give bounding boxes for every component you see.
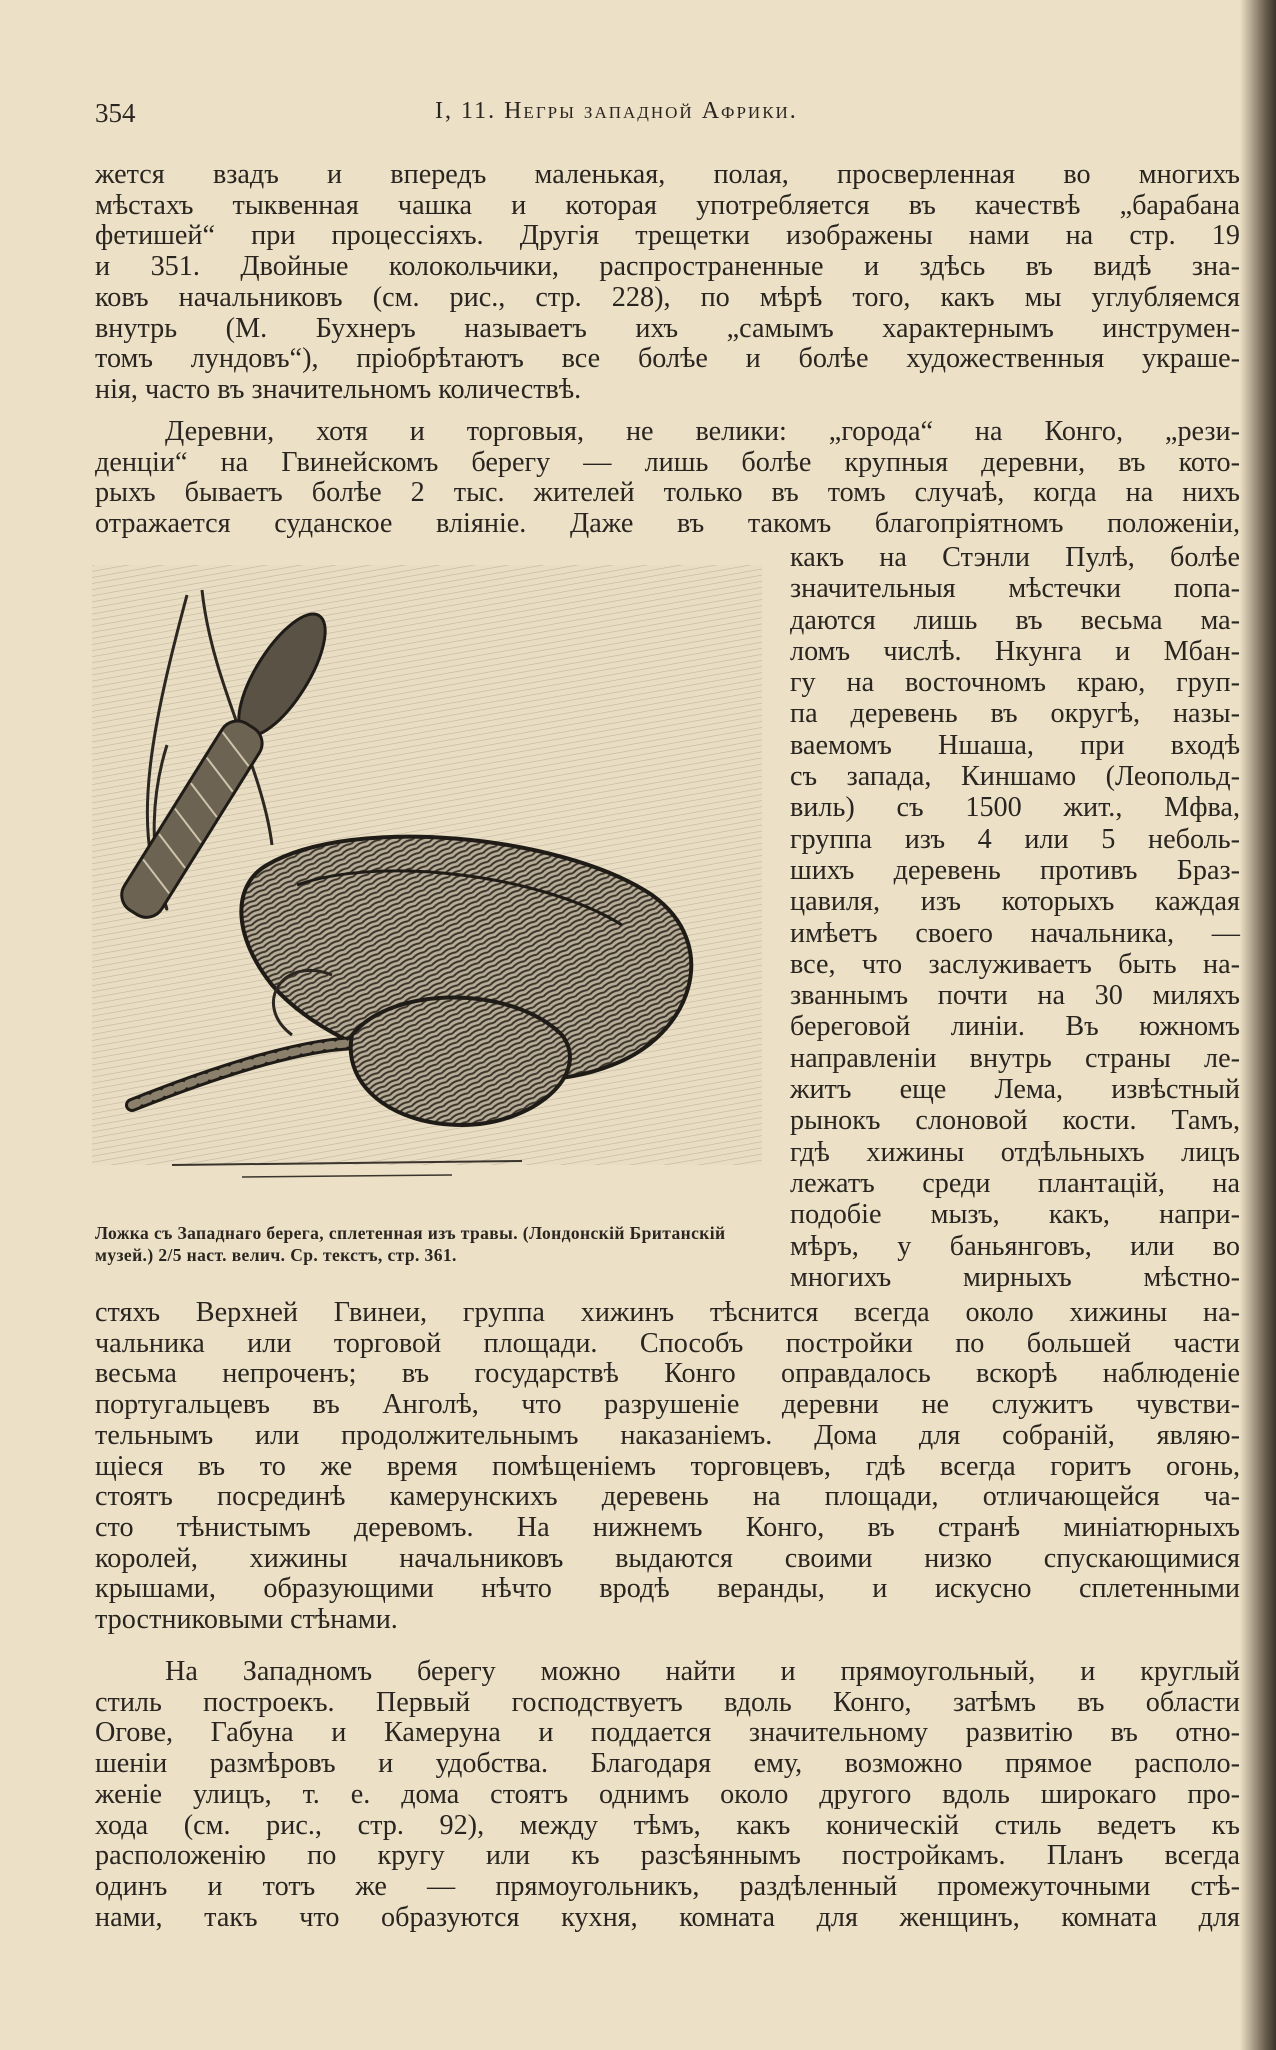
text-line: даются лишь въ весьма ма-: [790, 604, 1240, 636]
woven-spoon-illustration: [92, 565, 762, 1205]
text-line: все, что заслуживаетъ быть на-: [790, 948, 1240, 980]
text-line: званнымъ почти на 30 миляхъ: [790, 980, 1240, 1012]
text-line: рыхъ бываетъ болѣе 2 тыс. жителей только въ томъ случаѣ, когда на нихъ: [95, 477, 1240, 509]
text-line: сто тѣнистымъ деревомъ. На нижнемъ Конго, въ странѣ миніатюрныхъ: [95, 1511, 1240, 1543]
figure-woven-spoon: [92, 565, 762, 1205]
right-column-text: [790, 542, 1240, 1293]
text-line: шеніи размѣровъ и удобства. Благодаря ему, возможно прямое располо-: [95, 1748, 1240, 1780]
text-line: гдѣ хижины отдѣльныхъ лицъ: [790, 1136, 1240, 1168]
text-line: направленіи внутрь страны ле-: [790, 1042, 1240, 1074]
paragraph-villages: [95, 417, 1240, 540]
text-line: тельнымъ или продолжительнымъ наказаніемъ. Дома для собраній, являю-: [95, 1419, 1240, 1451]
text-line: ваемомъ Ншаша, при входѣ: [790, 729, 1240, 761]
text-line: стяхъ Верхней Гвинеи, группа хижинъ тѣснится всегда около хижины на-: [95, 1297, 1240, 1328]
text-line: весьма непроченъ; въ государствѣ Конго оправдалось вскорѣ наблюденіе: [95, 1358, 1240, 1390]
text-line: Деревни, хотя и торговыя, не велики: „города“ на Конго, „рези-: [165, 416, 1240, 447]
text-line: ломъ числѣ. Нкунга и Мбан-: [790, 635, 1240, 667]
text-line: расположенію по кругу или къ разсѣяннымъ постройкамъ. Планъ всегда: [95, 1840, 1240, 1872]
text-line: группа изъ 4 или 5 неболь-: [790, 823, 1240, 855]
text-line: денціи“ на Гвинейскомъ берегу — лишь болѣе крупныя деревни, въ кото-: [95, 446, 1240, 478]
text-line: и 351. Двойные колокольчики, распространенные и здѣсь въ видѣ зна-: [95, 251, 1240, 283]
text-line: береговой линіи. Въ южномъ: [790, 1011, 1240, 1043]
text-line: виль) съ 1500 жит., Мфва,: [790, 792, 1240, 824]
text-line: ковъ начальниковъ (см. рис., стр. 228), по мѣрѣ того, какъ мы углубляемся: [95, 281, 1240, 313]
text-line: имѣетъ своего начальника, —: [790, 917, 1240, 949]
text-line: па деревень въ округѣ, назы-: [790, 698, 1240, 730]
text-line: щіеся въ то же время помѣщеніемъ торговцевъ, гдѣ всегда горитъ огонь,: [95, 1450, 1240, 1482]
text-line: одинъ и тотъ же — прямоугольникъ, раздѣленный промежуточными стѣ-: [95, 1870, 1240, 1902]
text-line: гу на восточномъ краю, груп-: [790, 667, 1240, 699]
text-line: Огове, Габуна и Камеруна и поддается значительному развитію въ отно-: [95, 1717, 1240, 1749]
text-line: какъ на Стэнли Пулѣ, болѣе: [790, 542, 1240, 573]
text-line: жется взадъ и впередъ маленькая, полая, просверленная во многихъ: [95, 159, 1240, 190]
text-line: королей, хижины начальниковъ выдаются своими низко спускающимися: [95, 1542, 1240, 1574]
page-edge-shadow: [1240, 0, 1276, 2050]
text-line: лежатъ среди плантацій, на: [790, 1167, 1240, 1199]
text-line: нія, часто въ значительномъ количествѣ.: [95, 373, 582, 405]
text-line: томъ лундовъ“), пріобрѣтаютъ все болѣе и болѣе художественныя украше-: [95, 343, 1240, 375]
text-line: португальцевъ въ Анголѣ, что разрушеніе деревни не служитъ чувстви-: [95, 1389, 1240, 1421]
text-line: значительныя мѣстечки попа-: [790, 573, 1240, 605]
text-line: рынокъ слоновой кости. Тамъ,: [790, 1105, 1240, 1137]
page-number: 354: [95, 98, 136, 128]
text-line: шихъ деревень противъ Браз-: [790, 854, 1240, 886]
text-line: мѣстахъ тыквенная чашка и которая употребляется въ качествѣ „барабана: [95, 189, 1240, 221]
text-line: цавиля, изъ которыхъ каждая: [790, 886, 1240, 918]
text-line: хода (см. рис., стр. 92), между тѣмъ, какъ коническій стиль ведетъ къ: [95, 1809, 1240, 1841]
text-line: подобіе мызъ, какъ, напри-: [790, 1199, 1240, 1231]
text-line: стоятъ посрединѣ камерунскихъ деревень на площади, отличающейся ча-: [95, 1481, 1240, 1513]
text-line: тростниковыми стѣнами.: [95, 1604, 398, 1636]
text-line: житъ еще Лема, извѣстный: [790, 1074, 1240, 1106]
text-line: внутрь (М. Бухнеръ называетъ ихъ „самымъ характернымъ инструмен-: [95, 312, 1240, 344]
running-head: I, 11. Негры западной Африки.: [435, 98, 798, 124]
text-line: крышами, образующими нѣчто вродѣ веранды, и искусно сплетенными: [95, 1573, 1240, 1605]
text-line: женіе улицъ, т. е. дома стоятъ однимъ около другого вдоль широкаго про-: [95, 1778, 1240, 1810]
text-line: отражается суданское вліяніе. Даже въ такомъ благопріятномъ положеніи,: [95, 508, 1240, 540]
text-line: нами, такъ что образуются кухня, комната для женщинъ, комната для: [95, 1901, 1240, 1933]
text-line: многихъ мирныхъ мѣстно-: [790, 1261, 1240, 1293]
text-line: На Западномъ берегу можно найти и прямоугольный, и круглый: [165, 1656, 1240, 1687]
text-line: чальника или торговой площади. Способъ постройки по большей части: [95, 1327, 1240, 1359]
text-line: съ запада, Киншамо (Леопольд-: [790, 761, 1240, 793]
text-line: мѣръ, у баньянговъ, или во: [790, 1230, 1240, 1262]
page-header: [95, 98, 1235, 134]
text-line: фетишей“ при процессіяхъ. Другія трещетки изображены нами на стр. 19: [95, 220, 1240, 252]
paragraph-continuation: [95, 160, 1240, 406]
paragraph-building-styles: [95, 1657, 1240, 1933]
paragraph-huts: [95, 1298, 1240, 1636]
figure-caption: Ложка съ Западнаго берега, сплетенная изъ травы. (Лондонскій Британскій музей.) 2/5 наст. велич. Ср. текстъ, стр. 361.: [95, 1223, 726, 1265]
text-line: стиль построекъ. Первый господствуетъ вдоль Конго, затѣмъ въ области: [95, 1686, 1240, 1718]
